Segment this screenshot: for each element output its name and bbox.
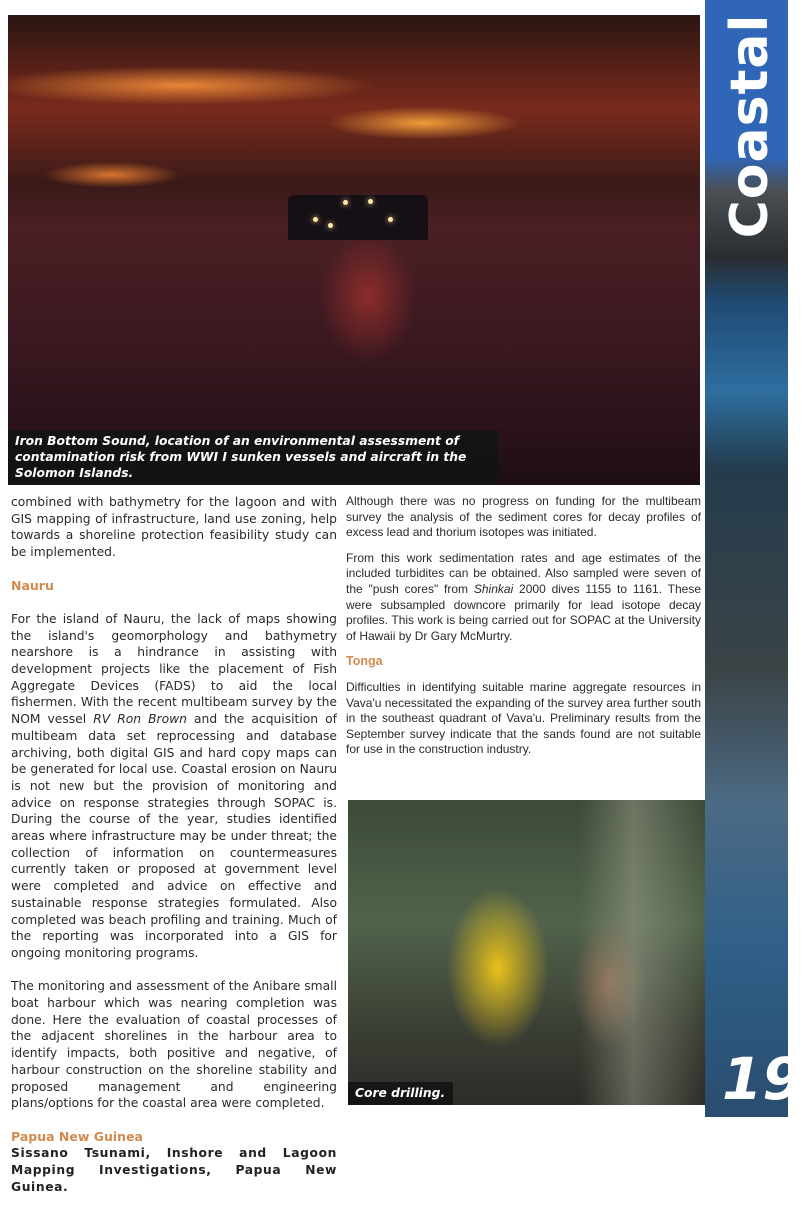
sunset-lagoon-photo [8,15,700,485]
photo-caption: Iron Bottom Sound, location of an environmental assessment of contamination risk from WWI I sunken vessels and aircraft in the Solomon Islands. [8,430,498,485]
right-paragraph-1: Although there was no progress on funding for the multibeam survey the analysis of the sediment cores for decay profiles of excess lead and thorium isotopes was initiated. [346,494,701,540]
core-drilling-photo [348,800,705,1105]
tonga-paragraph: Difficulties in identifying suitable marine aggregate resources in Vava'u necessitated the expanding of the survey area further south in the southeast quadrant of Vava'u. Preliminary results from the September survey indicate that the sands found are not suitable for use in the construction industry. [346,679,701,757]
right-column [346,494,701,794]
boat-silhouette [288,195,428,240]
png-subheading: Sissano Tsunami, Inshore and Lagoon Mapping Investigations, Papua New Guinea. [11,1146,337,1194]
intro-paragraph: combined with bathymetry for the lagoon and with GIS mapping of infrastructure, land use zoning, help towards a shoreline protection feasibility study can be implemented. [11,495,337,560]
section-heading-tonga: Tonga [346,654,383,669]
nauru-paragraph-1: For the island of Nauru, the lack of maps showing the island's geomorphology and bathymetry nearshore is a hindrance in assisting with development projects like the placement of Fish Aggregate Devices (FADS) to aid the local fishermen. With the recent multibeam survey by the NOM vessel RV Ron Brown and the acquisition of multibeam data set reprocessing and database archiving, both digital GIS and hard copy maps can be generated for local use. Coastal erosion on Nauru is not new but the provision of monitoring and advice on response strategies through SOPAC is. During the course of the year, studies identified areas where infrastructure may be under threat; the collection of information on countermeasures currently taken or proposed at government level were completed and advice on effective and sustainable response strategies formulated. Also completed was beach profiling and training. Much of the reporting was incorporated into a GIS for ongoing monitoring programs. [11,611,337,960]
right-paragraph-2: From this work sedimentation rates and age estimates of the included turbidites can be obtained. Also sampled were seven of the "push cores" from Shinkai 2000 dives 1155 to 1161. These were subsampled downcore primarily for lead isotope decay profiles. This work is being carried out for SOPAC at the University of Hawaii by Dr Gary McMurtry. [346,550,701,643]
section-title-vertical: Coastal [720,13,780,239]
page-number: 19 [722,1045,803,1113]
section-heading-png: Papua New Guinea [11,1128,143,1144]
photo-caption: Core drilling. [348,1082,453,1105]
left-column [11,494,337,1212]
vessel-name: RV Ron Brown [93,712,187,727]
nauru-paragraph-2: The monitoring and assessment of the Anibare small boat harbour which was nearing completion was done. Here the evaluation of coastal processes of the adjacent shorelines in the harbour area to identify impacts, both positive and negative, of harbour construction on the shoreline stability and proposed management and engineering plans/options for the coastal area were completed. [11,979,337,1111]
ship-name: Shinkai [473,581,514,596]
section-heading-nauru: Nauru [11,577,54,593]
